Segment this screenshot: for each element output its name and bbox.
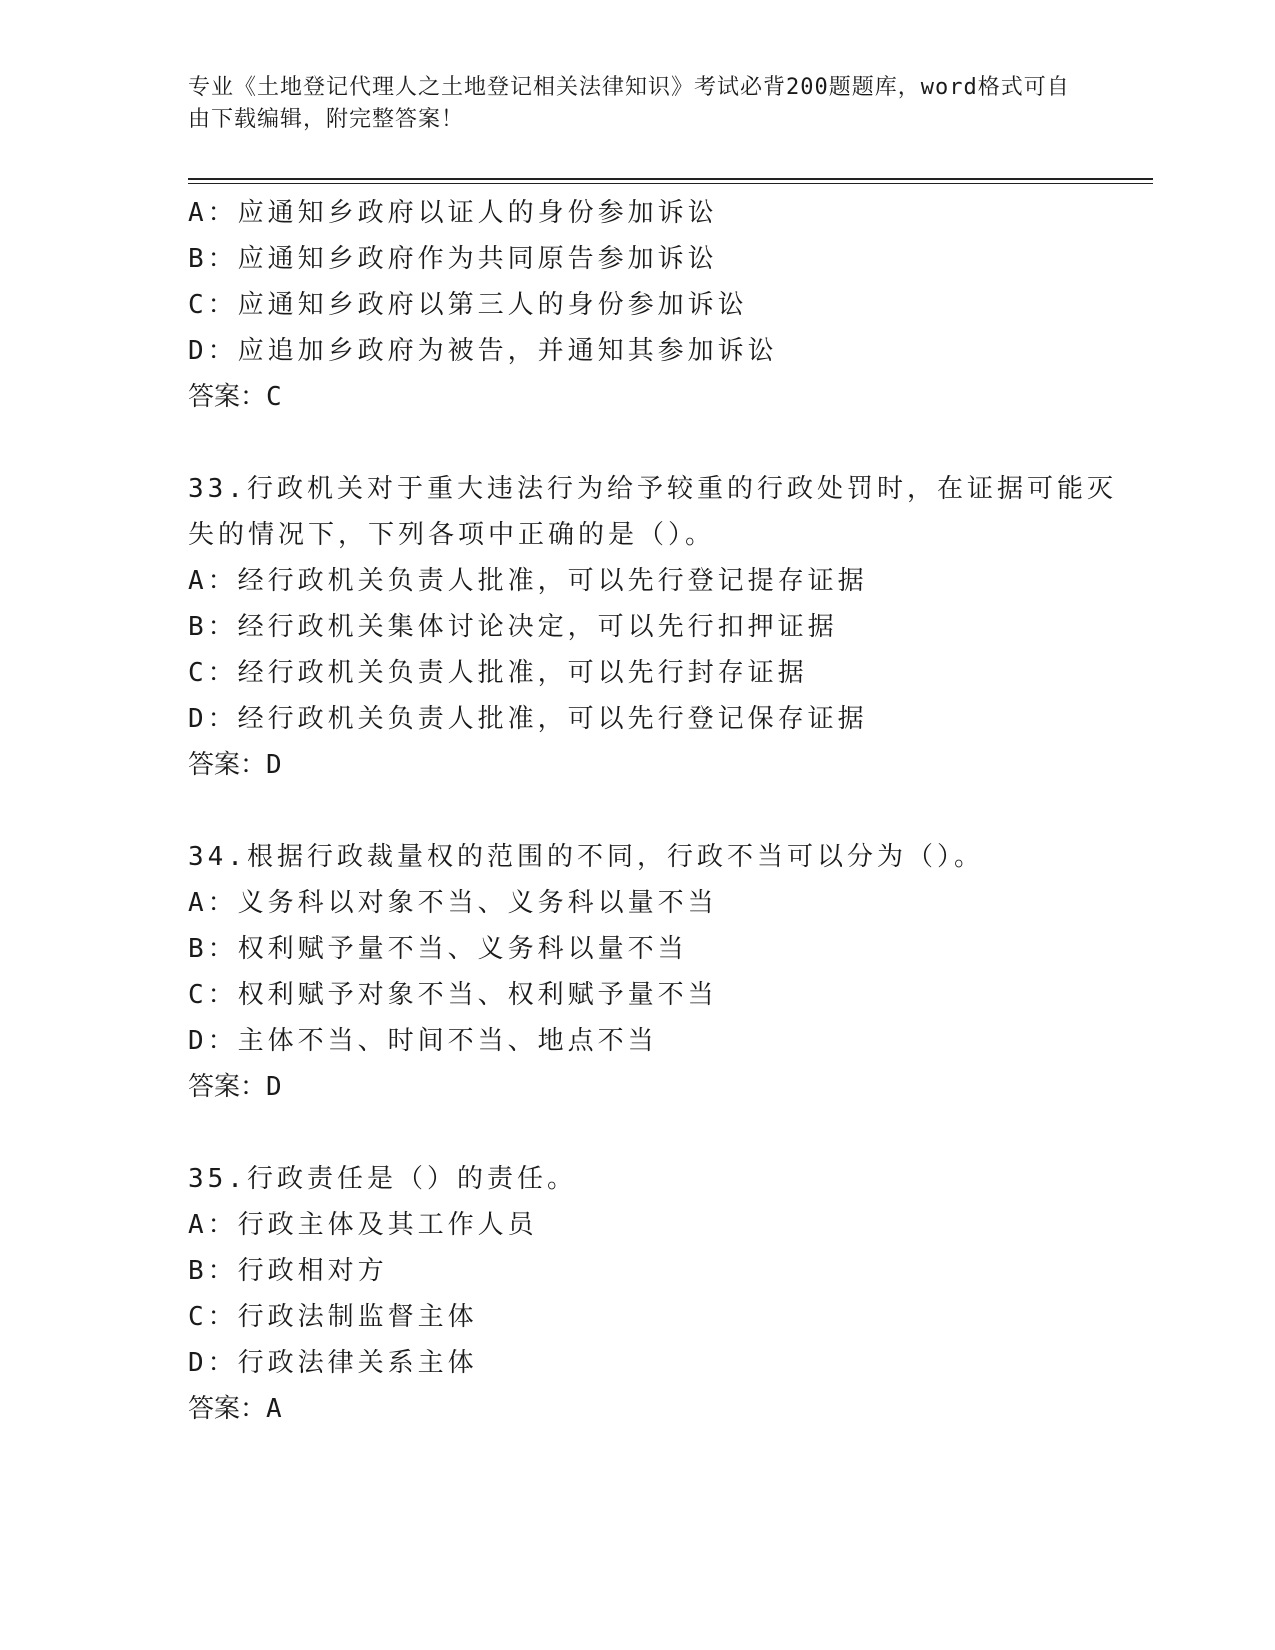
answer-line — [188, 742, 1118, 788]
option-a: A：经行政机关负责人批准，可以先行登记提存证据 — [188, 566, 868, 596]
answer-value: D — [266, 750, 282, 780]
option-c: C：行政法制监督主体 — [188, 1302, 478, 1332]
option-c: C：应通知乡政府以第三人的身份参加诉讼 — [188, 290, 748, 320]
answer-line — [188, 1386, 1118, 1432]
question-block — [188, 1156, 1118, 1432]
question-list — [188, 190, 1118, 1432]
option-d: D：经行政机关负责人批准，可以先行登记保存证据 — [188, 704, 868, 734]
spacer — [188, 420, 1118, 466]
question-text: 33.行政机关对于重大违法行为给予较重的行政处罚时，在证据可能灭失的情况下，下列各项中正确的是（）。 — [188, 474, 1117, 550]
answer-value: C — [266, 382, 282, 412]
option-b: B：行政相对方 — [188, 1256, 388, 1286]
spacer — [188, 788, 1118, 834]
answer-label: 答案： — [188, 1394, 267, 1424]
option-c: C：权利赋予对象不当、权利赋予量不当 — [188, 980, 718, 1010]
answer-label: 答案： — [188, 750, 267, 780]
answer-value: A — [266, 1394, 282, 1424]
option-b: B：经行政机关集体讨论决定，可以先行扣押证据 — [188, 612, 838, 642]
option-b: B：应通知乡政府作为共同原告参加诉讼 — [188, 244, 718, 274]
answer-label: 答案： — [188, 1072, 267, 1102]
option-d: D：主体不当、时间不当、地点不当 — [188, 1026, 658, 1056]
question-text: 34.根据行政裁量权的范围的不同，行政不当可以分为（）。 — [188, 842, 984, 872]
option-a: A：义务科以对象不当、义务科以量不当 — [188, 888, 718, 918]
spacer — [188, 1110, 1118, 1156]
question-text: 35.行政责任是（）的责任。 — [188, 1164, 577, 1194]
option-c: C：经行政机关负责人批准，可以先行封存证据 — [188, 658, 808, 688]
option-d: D：应追加乡政府为被告，并通知其参加诉讼 — [188, 336, 778, 366]
answer-label: 答案： — [188, 382, 267, 412]
option-d: D：行政法律关系主体 — [188, 1348, 478, 1378]
document-header — [188, 72, 1088, 136]
option-b: B：权利赋予量不当、义务科以量不当 — [188, 934, 688, 964]
option-a: A：应通知乡政府以证人的身份参加诉讼 — [188, 198, 718, 228]
question-block-continued — [188, 190, 1118, 420]
header-divider-thin — [188, 183, 1153, 184]
answer-line — [188, 1064, 1118, 1110]
option-a: A：行政主体及其工作人员 — [188, 1210, 538, 1240]
header-divider — [188, 178, 1153, 180]
document-title: 专业《土地登记代理人之土地登记相关法律知识》考试必背200题题库，word格式可自由下载编辑，附完整答案！ — [188, 75, 1070, 132]
question-block — [188, 834, 1118, 1110]
answer-value: D — [266, 1072, 282, 1102]
question-block — [188, 466, 1118, 788]
answer-line — [188, 374, 1118, 420]
